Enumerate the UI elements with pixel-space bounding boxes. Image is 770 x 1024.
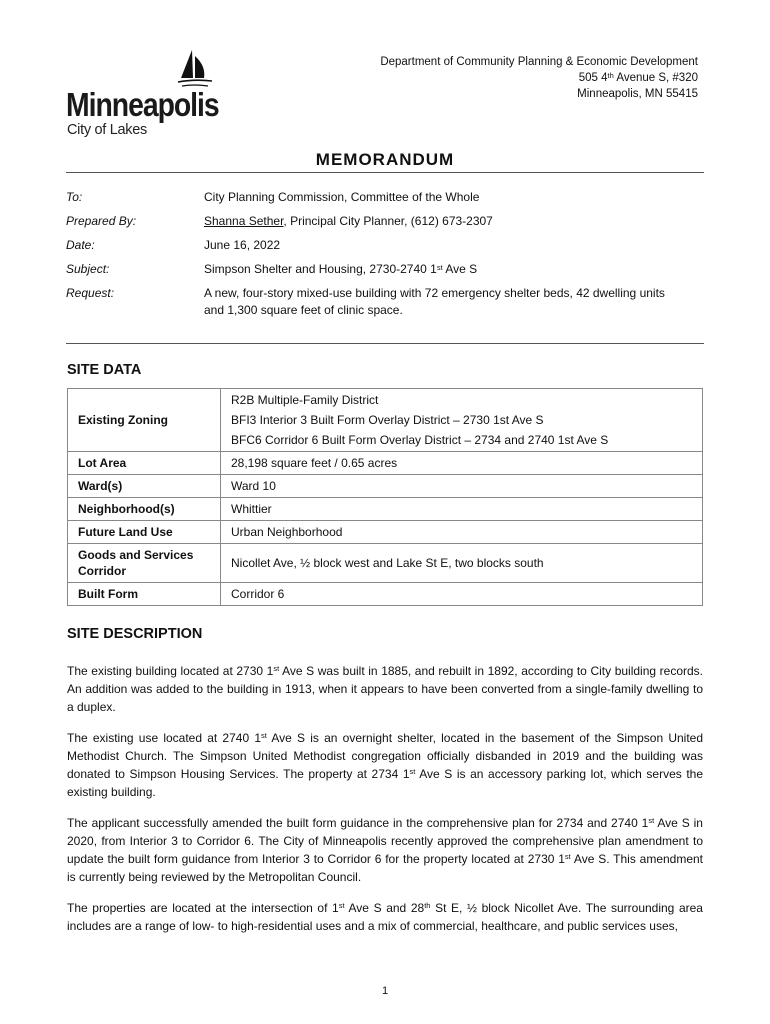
description-paragraph-1: The existing building located at 2730 1st Ave S was built in 1885, and rebuilt in 1892, according to City building records. An addition was added to the building in 1913, when it appears to have been converted from a single-family dwelling to a duplex. (67, 664, 703, 714)
prepared-label: Prepared By: (66, 214, 137, 228)
table-row (68, 583, 703, 606)
date-value: June 16, 2022 (204, 238, 281, 252)
address-line-1: Department of Community Planning & Economic Development (380, 56, 698, 68)
address-line-3: Minneapolis, MN 55415 (577, 88, 698, 100)
memo-title: MEMORANDUM (315, 150, 455, 169)
row-value: Nicollet Ave, ½ block west and Lake St E, two blocks south (221, 544, 703, 583)
row-label: Ward(s) (68, 475, 221, 498)
table-row (68, 544, 703, 583)
to-label: To: (66, 190, 83, 204)
department-address (380, 54, 698, 102)
logo-name: Minneapolis (66, 86, 219, 123)
site-description-heading: SITE DESCRIPTION (67, 626, 203, 642)
address-line-2: 505 4th Avenue S, #320 (578, 71, 698, 84)
title-divider (66, 172, 704, 173)
page-number: 1 (381, 985, 389, 997)
row-value: Corridor 6 (221, 583, 703, 606)
to-value: City Planning Commission, Committee of the Whole (204, 190, 480, 204)
row-value: Urban Neighborhood (221, 521, 703, 544)
request-label: Request: (66, 286, 115, 300)
description-paragraph-3: The applicant successfully amended the built form guidance in the comprehensive plan for 2734 and 2740 1st Ave S in 2020, from Interior 3 to Corridor 6. The City of Minneapolis recently approved the comprehensive plan amendment to update the built form guidance from Interior 3 to Corridor 6 for the property located at 2730 1st Ave S. This amendment is currently being reviewed by the Metropolitan Council. (67, 816, 704, 884)
table-row (68, 521, 703, 544)
row-label: Lot Area (68, 452, 221, 475)
prepared-value: Shanna Sether, Principal City Planner, (612) 673-2307 (204, 214, 493, 228)
table-row (68, 389, 703, 452)
city-logo (66, 48, 219, 140)
row-label: Neighborhood(s) (68, 498, 221, 521)
zoning-values: R2B Multiple-Family District BFI3 Interior 3 Built Form Overlay District – 2730 1st Ave S BFC6 Corridor 6 Built Form Overlay District – 2734 and 2740 1st Ave S (221, 389, 703, 452)
row-label: Built Form (68, 583, 221, 606)
logo-subtitle: City of Lakes (67, 122, 147, 138)
author-link[interactable]: Shanna Sether (204, 214, 284, 228)
site-data-heading: SITE DATA (67, 362, 142, 378)
subject-value: Simpson Shelter and Housing, 2730-2740 1st Ave S (204, 262, 478, 276)
row-value: 28,198 square feet / 0.65 acres (221, 452, 703, 475)
row-value: Whittier (221, 498, 703, 521)
description-paragraph-2: The existing use located at 2740 1st Ave S is an overnight shelter, located in the basement of the Simpson United Methodist Church. The Simpson United Methodist congregation officially disbanded in 2019 and the building was donated to Simpson Housing Services. The property at 2734 1st Ave S is an accessory parking lot, which serves the existing building. (67, 731, 704, 799)
description-paragraph-4: The properties are located at the intersection of 1st Ave S and 28th St E, ½ block Nicollet Ave. The surrounding area includes are a range of low- to high-residential uses and a mix of commercial, healthcare, and public services uses, (67, 901, 703, 933)
site-data-table (67, 388, 703, 606)
subject-label: Subject: (66, 262, 110, 276)
table-row (68, 452, 703, 475)
header-divider (66, 343, 704, 344)
date-label: Date: (66, 238, 95, 252)
row-value: Ward 10 (221, 475, 703, 498)
table-row (68, 498, 703, 521)
table-row (68, 475, 703, 498)
row-label: Future Land Use (68, 521, 221, 544)
row-label: Goods and Services Corridor (68, 544, 221, 583)
zoning-label: Existing Zoning (68, 389, 221, 452)
request-value: A new, four-story mixed-use building with 72 emergency shelter beds, 42 dwelling units and 1,300 square feet of clinic space. (204, 286, 665, 317)
